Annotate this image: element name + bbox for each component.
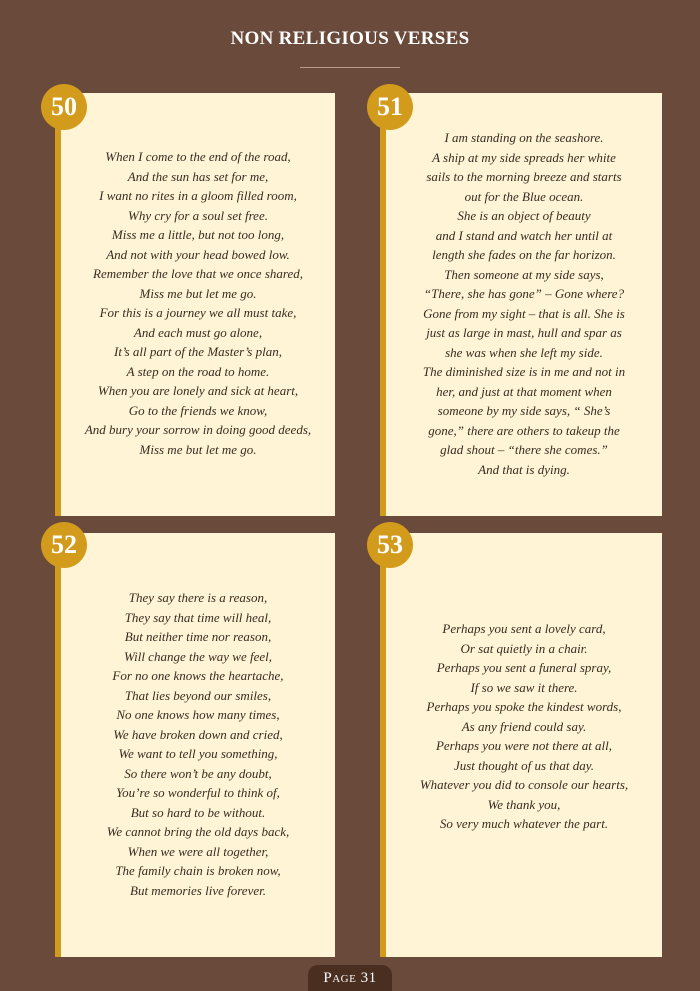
verse-line: The family chain is broken now, (115, 863, 281, 878)
verse-line: glad shout – “there she comes.” (440, 442, 608, 457)
verse-line: If so we saw it there. (470, 679, 578, 695)
verse-line: Miss me a little, but not too long, (111, 227, 285, 242)
verse-line: and I stand and watch her until at (435, 227, 613, 243)
verse-line: Will change the way we feel, (123, 648, 272, 664)
verse-line: I want no rites in a gloom filled room, (99, 188, 297, 203)
title-divider (300, 67, 400, 68)
verse-line: Remember the love that we once shared, (93, 266, 303, 281)
verse-line: When I come to the end of the road, (105, 149, 291, 164)
page-title: NON RELIGIOUS VERSES (230, 28, 470, 49)
verse-number-badge: 52 (41, 522, 87, 568)
verse-line: Miss me but let me go. (139, 441, 257, 457)
verse-number-badge: 50 (41, 84, 87, 130)
verse-line: We have broken down and cried, (113, 726, 283, 742)
verse-line: When you are lonely and sick at heart, (97, 383, 299, 398)
verse-line: her, and just at that moment when (436, 383, 612, 399)
verse-line: You’re so wonderful to think of, (116, 785, 280, 800)
verse-card-50 (55, 93, 335, 516)
verse-line: They say that time will heal, (124, 609, 272, 625)
verse-line: sails to the morning breeze and starts (426, 169, 622, 184)
verse-line: That lies beyond our smiles, (124, 687, 272, 703)
verse-line: A step on the road to home. (126, 363, 270, 379)
verse-line: Whatever you did to console our hearts, (419, 777, 629, 792)
verse-card-52 (55, 533, 335, 957)
verse-card-51 (380, 93, 662, 516)
verse-line: Perhaps you spoke the kindest words, (426, 699, 622, 714)
verse-card-53 (380, 533, 662, 957)
verse-text (386, 128, 662, 479)
verse-line: We thank you, (487, 796, 561, 812)
verse-line: gone,” there are others to takeup the (428, 422, 620, 438)
verse-number-badge: 51 (367, 84, 413, 130)
verse-line: It’s all part of the Master’s plan, (114, 344, 282, 359)
verse-line: So there won’t be any doubt, (124, 765, 272, 781)
verse-line: When we were all together, (127, 843, 269, 859)
verse-line: Perhaps you were not there at all, (435, 738, 613, 753)
verse-line: She is an object of beauty (457, 208, 591, 223)
verse-line: And bury your sorrow in doing good deeds, (84, 422, 312, 437)
verse-line: But memories live forever. (130, 882, 266, 898)
verse-line: We want to tell you something, (118, 746, 278, 761)
verse-line: A ship at my side spreads her white (432, 149, 616, 165)
verse-line: Perhaps you sent a lovely card, (442, 621, 606, 636)
verse-line: Miss me but let me go. (139, 285, 257, 301)
verse-line: “There, she has gone” – Gone where? (423, 286, 625, 301)
verse-line: And the sun has set for me, (127, 168, 269, 184)
verse-line: They say there is a reason, (128, 590, 268, 605)
verse-line: No one knows how many times, (116, 707, 280, 722)
verse-line: Why cry for a soul set free. (128, 207, 268, 223)
verse-text (61, 588, 335, 900)
verse-line: Then someone at my side says, (444, 266, 604, 282)
verse-line: out for the Blue ocean. (464, 188, 584, 204)
page-number: Page 31 (308, 965, 392, 991)
verse-line: The diminished size is in me and not in (422, 364, 626, 379)
verse-line: Perhaps you sent a funeral spray, (436, 660, 612, 675)
verse-text (61, 147, 335, 459)
verse-line: And that is dying. (478, 461, 570, 477)
verse-line: someone by my side says, “ She’s (437, 403, 611, 418)
verse-line: Just thought of us that day. (453, 757, 595, 773)
verse-line: We cannot bring the old days back, (106, 824, 290, 839)
verse-line: So very much whatever the part. (439, 816, 609, 831)
verse-line: Gone from my sight – that is all. She is (423, 305, 625, 321)
verse-line: As any friend could say. (461, 718, 587, 734)
verse-line: And each must go alone, (133, 324, 263, 340)
verse-line: Go to the friends we know, (128, 402, 268, 418)
verse-text (386, 619, 662, 834)
verse-line: she was when she left my side. (445, 344, 603, 360)
verse-line: I am standing on the seashore. (444, 130, 604, 145)
verse-line: But neither time nor reason, (124, 629, 272, 644)
verse-line: And not with your head bowed low. (106, 246, 290, 262)
verse-line: length she fades on the far horizon. (432, 247, 616, 262)
verse-line: just as large in mast, hull and spar as (426, 325, 622, 340)
verse-line: For this is a journey we all must take, (99, 305, 297, 320)
verse-line: But so hard to be without. (130, 804, 266, 820)
verse-number-badge: 53 (367, 522, 413, 568)
verse-line: For no one knows the heartache, (112, 668, 284, 683)
verse-line: Or sat quietly in a chair. (460, 640, 588, 656)
